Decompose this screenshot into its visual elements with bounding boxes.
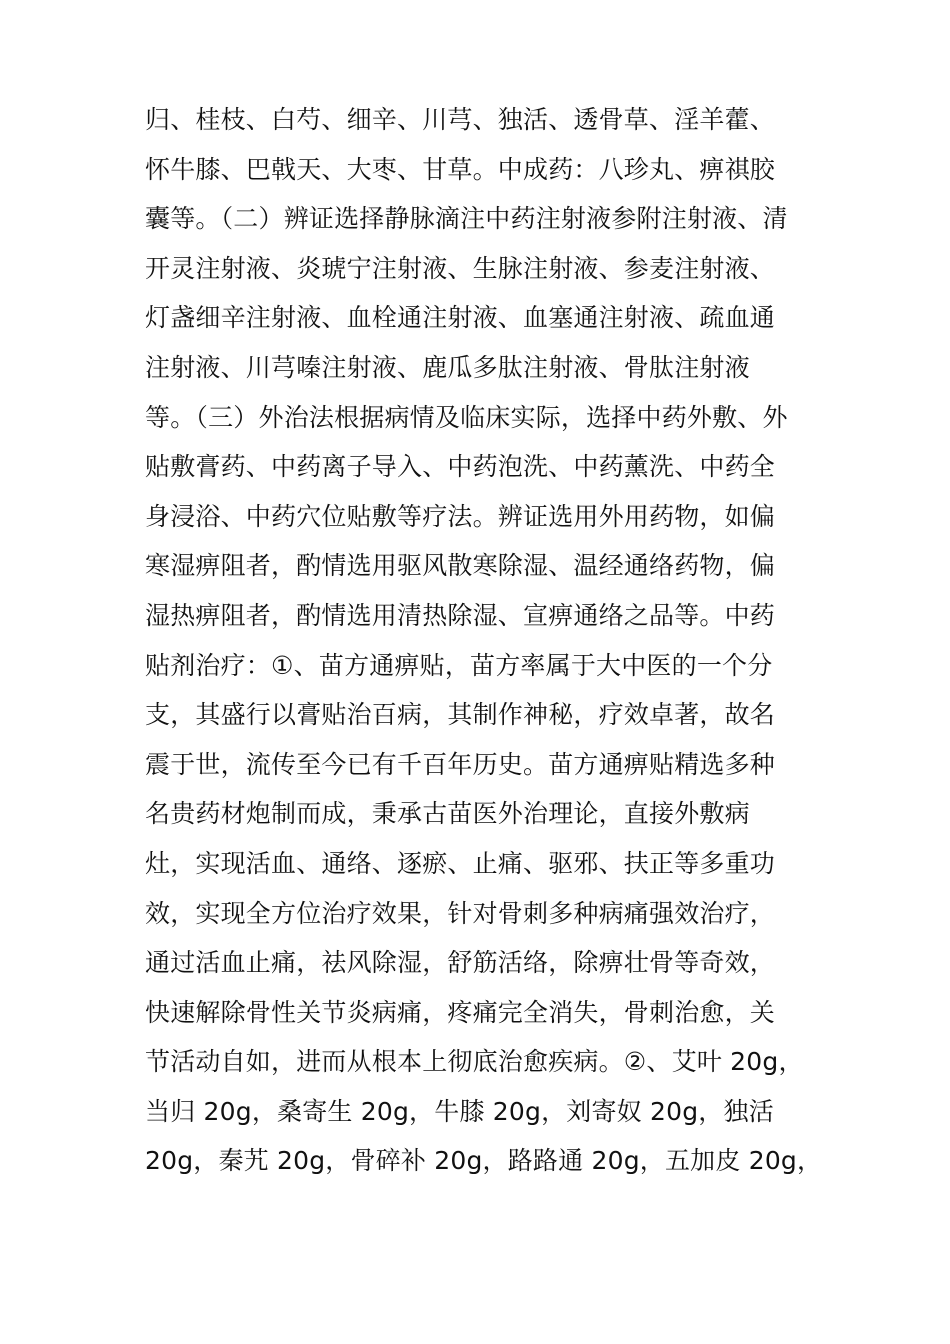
text-line: 支，其盛行以膏贴治百病，其制作神秘，疗效卓著，故名 bbox=[145, 700, 776, 730]
body-text bbox=[145, 95, 825, 1186]
text-line: 20g，秦艽 20g，骨碎补 20g，路路通 20g，五加皮 20g， bbox=[145, 1146, 823, 1176]
text-line: 名贵药材炮制而成，秉承古苗医外治理论，直接外敷病 bbox=[145, 799, 750, 829]
text-line: 贴敷膏药、中药离子导入、中药泡洗、中药薰洗、中药全 bbox=[145, 452, 776, 482]
text-line: 寒湿痹阻者，酌情选用驱风散寒除湿、温经通络药物，偏 bbox=[145, 551, 776, 581]
text-line: 快速解除骨性关节炎病痛，疼痛完全消失，骨刺治愈，关 bbox=[145, 997, 776, 1027]
text-line: 灶，实现活血、通络、逐瘀、止痛、驱邪、扶正等多重功 bbox=[145, 848, 776, 878]
text-line: 贴剂治疗：①、苗方通痹贴，苗方率属于大中医的一个分 bbox=[145, 650, 773, 680]
text-line: 湿热痹阻者，酌情选用清热除湿、宣痹通络之品等。中药 bbox=[145, 600, 776, 630]
text-line: 灯盏细辛注射液、血栓通注射液、血塞通注射液、疏血通 bbox=[145, 303, 776, 333]
text-line: 身浸浴、中药穴位贴敷等疗法。辨证选用外用药物，如偏 bbox=[145, 501, 776, 531]
text-line: 囊等。（二）辨证选择静脉滴注中药注射液参附注射液、清 bbox=[145, 204, 788, 234]
text-line: 归、桂枝、白芍、细辛、川芎、独活、透骨草、淫羊藿、 bbox=[145, 105, 776, 134]
text-line: 震于世，流传至今已有千百年历史。苗方通痹贴精选多种 bbox=[145, 749, 776, 779]
text-line: 节活动自如，进而从根本上彻底治愈疾病。②、艾叶 20g， bbox=[145, 1047, 804, 1077]
text-line: 效，实现全方位治疗效果，针对骨刺多种病痛强效治疗， bbox=[145, 898, 776, 928]
text-line: 开灵注射液、炎琥宁注射液、生脉注射液、参麦注射液、 bbox=[145, 253, 776, 283]
text-line: 等。（三）外治法根据病情及临床实际，选择中药外敷、外 bbox=[145, 402, 788, 432]
text-line: 注射液、川芎嗪注射液、鹿瓜多肽注射液、骨肽注射液 bbox=[145, 352, 750, 382]
text-line: 通过活血止痛，祛风除湿，舒筋活络，除痹壮骨等奇效， bbox=[145, 948, 776, 978]
text-line: 当归 20g，桑寄生 20g，牛膝 20g，刘寄奴 20g，独活 bbox=[145, 1096, 774, 1126]
text-line: 怀牛膝、巴戟天、大枣、甘草。中成药：八珍丸、痹祺胶 bbox=[145, 154, 776, 184]
